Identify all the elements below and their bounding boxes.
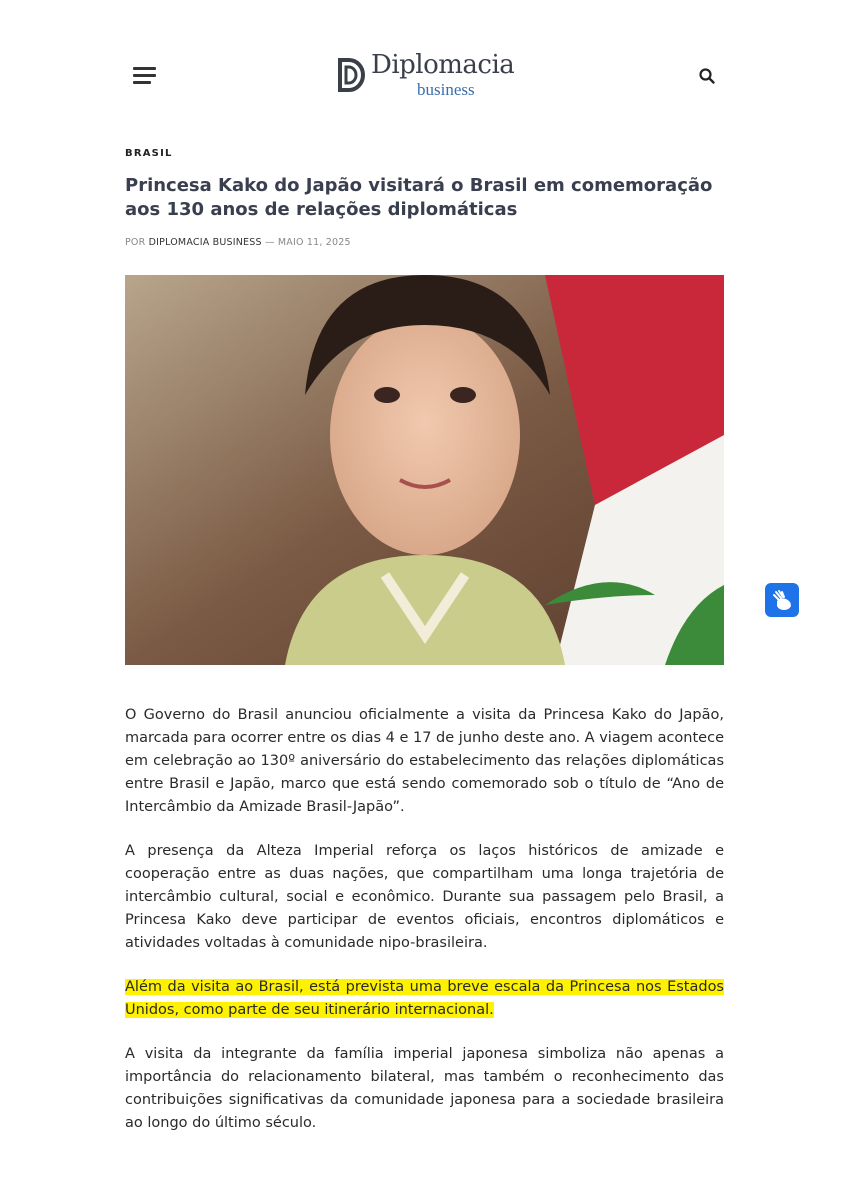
highlighted-text: Além da visita ao Brasil, está prevista uma breve escala da Princesa nos Estados Unidos, como parte de seu itinerário internacional.: [125, 979, 724, 1018]
sign-language-hands-icon: [765, 583, 799, 617]
article-paragraph: A visita da integrante da família imperial japonesa simboliza não apenas a importância do relacionamento bilateral, mas também o reconhecimento das contribuições significativas da comunidade japonesa para a sociedade brasileira ao longo do último século.: [125, 1046, 724, 1131]
article-paragraph-highlighted: [125, 976, 724, 1022]
hero-image: [125, 275, 724, 665]
article-meta: [125, 237, 351, 248]
meta-by: POR: [125, 237, 146, 248]
article-paragraph: O Governo do Brasil anunciou oficialmente a visita da Princesa Kako do Japão, marcada para ocorrer entre os dias 4 e 17 de junho deste ano. A viagem acontece em celebração ao 130º aniversário do estabelecimento das relações diplomáticas entre Brasil e Japão, marco que está sendo comemorado sob o título de “Ano de Intercâmbio da Amizade Brasil-Japão”.: [125, 707, 724, 815]
article-date: MAIO 11, 2025: [277, 237, 351, 248]
princess-photo: [125, 275, 724, 665]
author-link[interactable]: DIPLOMACIA BUSINESS: [148, 237, 262, 248]
site-logo[interactable]: [337, 52, 527, 100]
article-body: [125, 704, 724, 1156]
hamburger-menu-icon[interactable]: [133, 67, 156, 84]
category-link[interactable]: BRASIL: [125, 148, 173, 159]
search-icon[interactable]: [698, 67, 716, 85]
site-header: [125, 50, 724, 100]
meta-separator: —: [264, 237, 275, 248]
accessibility-widget-button[interactable]: [765, 583, 799, 617]
logo-d-mark-icon: [337, 58, 365, 92]
logo-text-business: business: [417, 80, 475, 99]
article-paragraph: A presença da Alteza Imperial reforça os laços históricos de amizade e cooperação entre as duas nações, que compartilham uma longa trajetória de intercâmbio cultural, social e econômico. Durante sua passagem pelo Brasil, a Princesa Kako deve participar de eventos oficiais, encontros diplomáticos e atividades voltadas à comunidade nipo-brasileira.: [125, 843, 724, 951]
logo-text-diplomacia: Diplomacia: [371, 50, 515, 80]
article-title: Princesa Kako do Japão visitará o Brasil em comemoração aos 130 anos de relações diplomáticas: [125, 175, 713, 220]
